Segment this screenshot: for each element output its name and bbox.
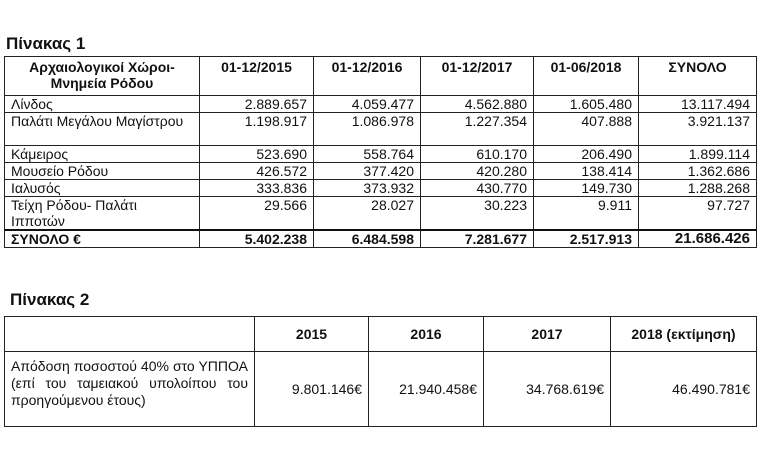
site-name: Λίνδος (5, 96, 200, 113)
table-row (5, 113, 757, 146)
header-sites: Αρχαιολογικοί Χώροι- Μνημεία Ρόδου (5, 57, 200, 96)
row-label: Απόδοση ποσοστού 40% στο ΥΠΠΟΑ (επί του ταμειακού υπολοίπου του προηγούμενου έτους) (5, 352, 255, 427)
total-cell: 5.402.238 (200, 230, 314, 248)
row-total: 13.117.494 (639, 96, 757, 113)
total-label: ΣΥΝΟΛΟ € (5, 230, 200, 248)
grand-total: 21.686.426 (639, 230, 757, 248)
row-total: 1.288.268 (639, 180, 757, 197)
value-cell: 28.027 (314, 197, 421, 231)
value-cell: 206.490 (534, 146, 639, 163)
header-2017: 2017 (484, 317, 611, 352)
value-cell: 29.566 (200, 197, 314, 231)
value-cell: 333.836 (200, 180, 314, 197)
value-cell: 430.770 (421, 180, 534, 197)
table-header-row (5, 317, 757, 352)
revenue-table (4, 316, 757, 427)
value-cell: 2.889.657 (200, 96, 314, 113)
header-2015: 01-12/2015 (200, 57, 314, 96)
value-cell: 1.086.978 (314, 113, 421, 146)
row-total: 1.899.114 (639, 146, 757, 163)
value-cell: 377.420 (314, 163, 421, 180)
table-row (5, 352, 757, 427)
total-cell: 6.484.598 (314, 230, 421, 248)
table2-caption: Πίνακας 2 (10, 290, 90, 309)
site-name: Ιαλυσός (5, 180, 200, 197)
visitors-table (4, 56, 757, 248)
table-row (5, 163, 757, 180)
table-row (5, 96, 757, 113)
site-name: Μουσείο Ρόδου (5, 163, 200, 180)
header-2018: 01-06/2018 (534, 57, 639, 96)
total-row (5, 230, 757, 248)
value-cell: 46.490.781€ (611, 352, 757, 427)
value-cell: 420.280 (421, 163, 534, 180)
header-2016: 01-12/2016 (314, 57, 421, 96)
site-name: Κάμειρος (5, 146, 200, 163)
header-2018-estimate: 2018 (εκτίμηση) (611, 317, 757, 352)
table-row (5, 180, 757, 197)
value-cell: 149.730 (534, 180, 639, 197)
value-cell: 34.768.619€ (484, 352, 611, 427)
table-row (5, 197, 757, 231)
value-cell: 1.227.354 (421, 113, 534, 146)
value-cell: 373.932 (314, 180, 421, 197)
header-2017: 01-12/2017 (421, 57, 534, 96)
value-cell: 4.059.477 (314, 96, 421, 113)
value-cell: 1.605.480 (534, 96, 639, 113)
value-cell: 407.888 (534, 113, 639, 146)
header-empty (5, 317, 255, 352)
table1-caption: Πίνακας 1 (6, 34, 86, 53)
row-total: 97.727 (639, 197, 757, 231)
value-cell: 4.562.880 (421, 96, 534, 113)
value-cell: 1.198.917 (200, 113, 314, 146)
site-name: Τείχη Ρόδου- Παλάτι Ιπποτών (5, 197, 200, 231)
value-cell: 30.223 (421, 197, 534, 231)
table-header-row (5, 57, 757, 96)
value-cell: 610.170 (421, 146, 534, 163)
value-cell: 9.801.146€ (255, 352, 369, 427)
value-cell: 9.911 (534, 197, 639, 231)
site-name: Παλάτι Μεγάλου Μαγίστρου (5, 113, 200, 146)
row-total: 3.921.137 (639, 113, 757, 146)
header-2016: 2016 (369, 317, 484, 352)
header-2015: 2015 (255, 317, 369, 352)
value-cell: 426.572 (200, 163, 314, 180)
value-cell: 138.414 (534, 163, 639, 180)
row-total: 1.362.686 (639, 163, 757, 180)
value-cell: 21.940.458€ (369, 352, 484, 427)
table-row (5, 146, 757, 163)
total-cell: 7.281.677 (421, 230, 534, 248)
value-cell: 523.690 (200, 146, 314, 163)
header-total: ΣΥΝΟΛΟ (639, 57, 757, 96)
total-cell: 2.517.913 (534, 230, 639, 248)
value-cell: 558.764 (314, 146, 421, 163)
